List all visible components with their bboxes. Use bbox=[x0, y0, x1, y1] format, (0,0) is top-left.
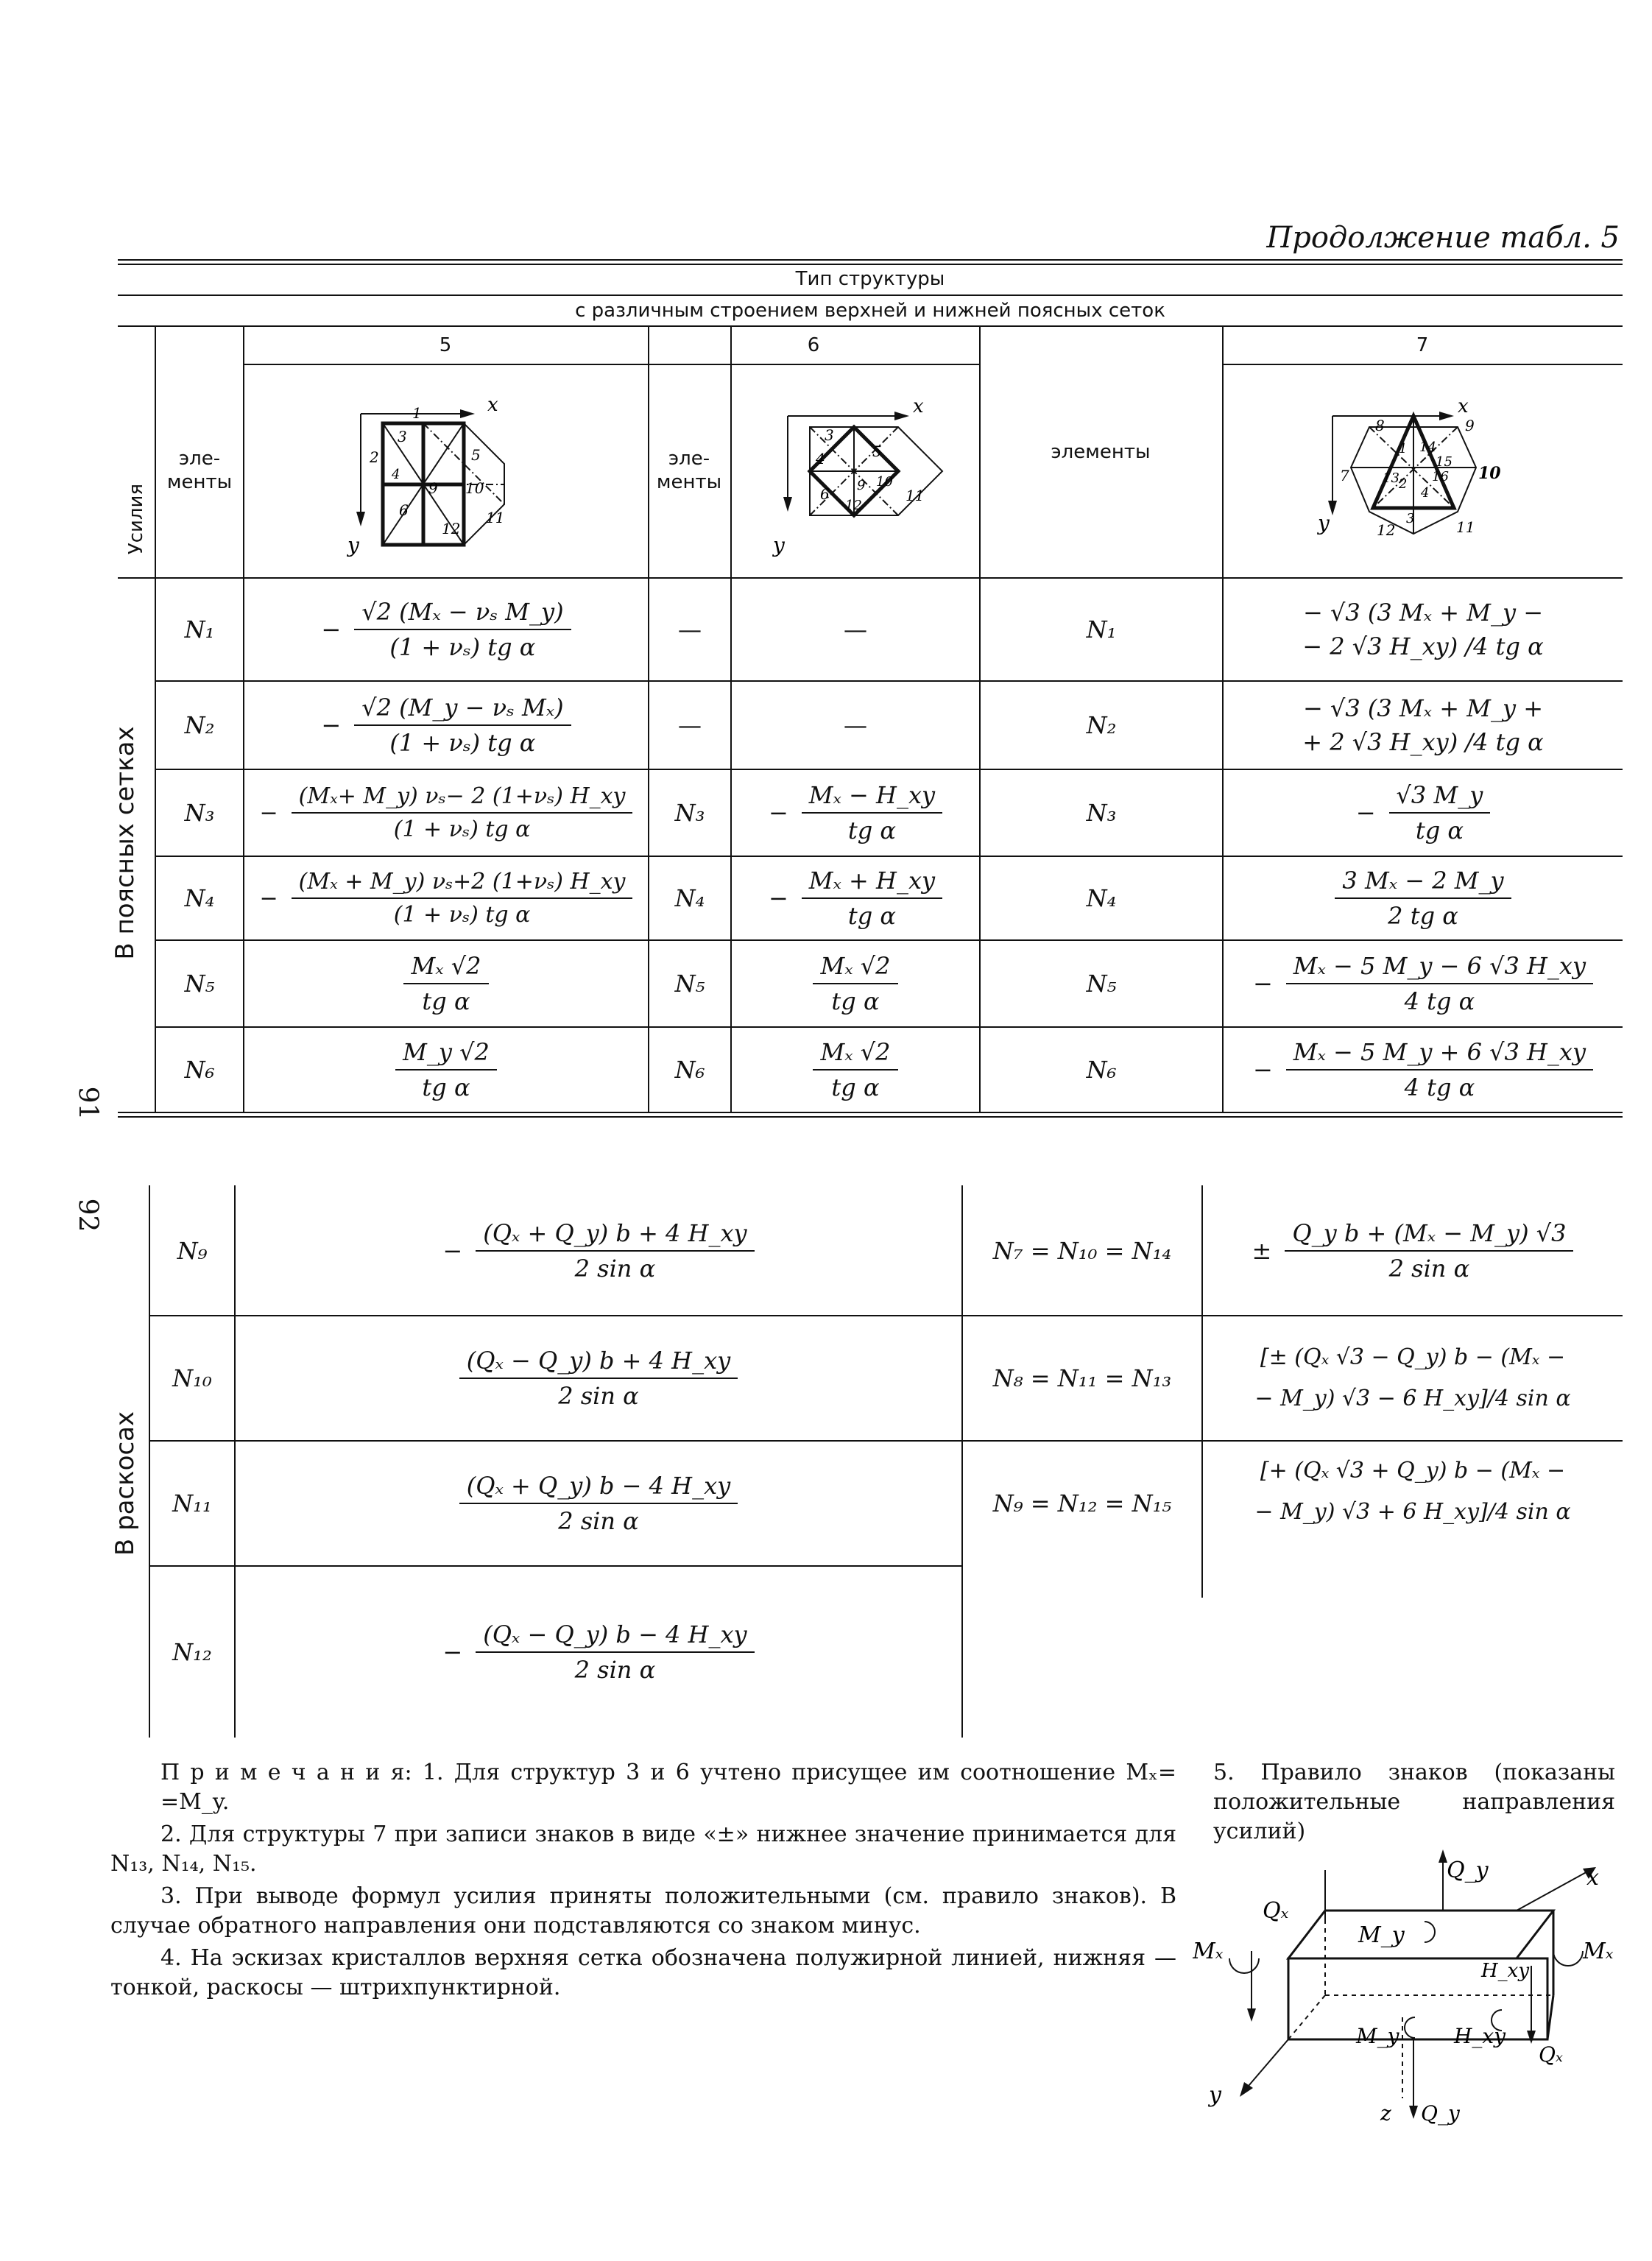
row5-el6: N₅ bbox=[674, 970, 705, 998]
row3-el5: N₃ bbox=[184, 799, 215, 827]
row5-el7: N₅ bbox=[1086, 970, 1117, 998]
sketch5-axis-x: x bbox=[487, 394, 498, 416]
svg-text:1: 1 bbox=[412, 404, 422, 422]
row1-el7: N₁ bbox=[1086, 615, 1117, 643]
svg-text:Q_y: Q_y bbox=[1421, 2101, 1460, 2126]
group-label-braces: В раскосах bbox=[110, 1411, 140, 1556]
row1-c6a: — bbox=[678, 615, 702, 643]
svg-text:M_y: M_y bbox=[1358, 1922, 1405, 1948]
row5-f6: $\frac{\text{Mₓ √2}}{\text{tg α}}$ bbox=[732, 941, 979, 1026]
svg-text:Q_y: Q_y bbox=[1447, 1858, 1489, 1883]
svg-text:Mₓ: Mₓ bbox=[1193, 1939, 1224, 1964]
brow4-el: N₁₂ bbox=[172, 1638, 212, 1666]
row1-f5: − $\frac{\text{√2 (Mₓ − νₛ M\_y)}}{\text{(1 + νₛ) tg α}}$ bbox=[244, 579, 648, 680]
row3-el6: N₃ bbox=[674, 799, 705, 827]
row1-c6b: — bbox=[844, 615, 867, 643]
row3-f6: − $\frac{\text{Mₓ − H\_xy}}{\text{tg α}}$ bbox=[732, 770, 979, 856]
svg-text:z: z bbox=[1380, 2101, 1391, 2126]
brow2-f7: [± (Qₓ √3 − Q_y) b − (Mₓ − − M_y) √3 − 6 H_xy]/4 sin α bbox=[1254, 1344, 1571, 1411]
svg-text:14: 14 bbox=[1419, 440, 1436, 455]
svg-text:10: 10 bbox=[876, 474, 893, 490]
row5-el5: N₅ bbox=[184, 970, 215, 998]
brow3-el: N₁₁ bbox=[172, 1489, 212, 1517]
brow3-f: $\frac{\text{(Qₓ + Q\_y) b − 4 H\_xy}}{\text{2 sin α}}$ bbox=[236, 1442, 961, 1565]
svg-text:5: 5 bbox=[872, 442, 882, 460]
row6-el7: N₆ bbox=[1086, 1056, 1117, 1084]
row4-f7: $\frac{\text{3 Mₓ − 2 M\_y}}{\text{2 tg α}}$ bbox=[1224, 857, 1623, 939]
note-4: 4. На эскизах кристаллов верхняя сетка обозначена полужирной линией, нижняя — тонкой, раскосы — штрихпунктирной. bbox=[110, 1945, 1176, 2000]
svg-text:H_xy: H_xy bbox=[1454, 2024, 1506, 2048]
brow3-f7: [+ (Qₓ √3 + Q_y) b − (Mₓ − − M_y) √3 + 6 H_xy]/4 sin α bbox=[1254, 1458, 1571, 1525]
row2-c6b: — bbox=[844, 711, 867, 739]
row2-f5: − $\frac{\text{√2 (M\_y − νₛ Mₓ)}}{\text{(1 + νₛ) tg α}}$ bbox=[244, 682, 648, 769]
row5-f5: $\frac{\text{Mₓ √2}}{\text{tg α}}$ bbox=[244, 941, 648, 1026]
row2-el7: N₂ bbox=[1086, 711, 1117, 739]
elements-label-5: эле- менты bbox=[166, 448, 233, 493]
brow4-f: − $\frac{\text{(Qₓ − Q\_y) b − 4 H\_xy}}{\text{2 sin α}}$ bbox=[236, 1567, 961, 1738]
svg-text:2: 2 bbox=[370, 448, 379, 466]
crystal-sketch-6 bbox=[766, 383, 979, 560]
svg-text:3: 3 bbox=[825, 426, 834, 444]
row6-el6: N₆ bbox=[674, 1056, 705, 1084]
svg-text:y: y bbox=[1209, 2082, 1221, 2108]
svg-text:12: 12 bbox=[845, 498, 862, 513]
brow1-f: − $\frac{\text{(Qₓ + Q\_y) b + 4 H\_xy}}{\text{2 sin α}}$ bbox=[236, 1187, 961, 1315]
row2-el5: N₂ bbox=[184, 711, 215, 739]
row4-el5: N₄ bbox=[184, 884, 215, 912]
col-number-5: 5 bbox=[439, 334, 452, 356]
svg-text:3: 3 bbox=[1406, 511, 1415, 526]
sketch5-axis-y: y bbox=[347, 533, 359, 557]
svg-text:12: 12 bbox=[1377, 521, 1396, 539]
svg-text:10: 10 bbox=[1478, 464, 1501, 483]
sketch7-axis-x: x bbox=[1458, 395, 1469, 417]
row3-f7: − $\frac{√3 M\_y}{\text{tg α}}$ bbox=[1224, 770, 1623, 856]
row2-c6a: — bbox=[678, 711, 702, 739]
brow2-f: $\frac{\text{(Qₓ − Q\_y) b + 4 H\_xy}}{\text{2 sin α}}$ bbox=[236, 1316, 961, 1440]
col-number-7: 7 bbox=[1416, 334, 1429, 356]
col-forces-label: Усилия bbox=[125, 483, 147, 555]
brow1-f7: ± $\frac{\text{Q\_y b + (Mₓ − M\_y) √3}}{\text{2 sin α}}$ bbox=[1203, 1187, 1623, 1315]
svg-text:Qₓ: Qₓ bbox=[1539, 2042, 1563, 2067]
row3-f5: − $\frac{\text{(Mₓ+ M\_y) νₛ− 2 (1+νₛ) H\_xy}}{\text{(1 + νₛ) tg α}}$ bbox=[244, 770, 648, 856]
svg-text:16: 16 bbox=[1432, 469, 1449, 484]
header-type: Тип структуры bbox=[795, 268, 945, 290]
elements-label-6: эле- менты bbox=[656, 448, 722, 493]
svg-text:15: 15 bbox=[1436, 454, 1452, 470]
row6-f7: − $\frac{\text{Mₓ − 5 M\_y + 6 √3 H\_xy}}{\text{4 tg α}}$ bbox=[1224, 1028, 1623, 1112]
svg-text:9: 9 bbox=[428, 479, 438, 497]
svg-text:4: 4 bbox=[1421, 485, 1430, 501]
svg-text:11: 11 bbox=[1456, 518, 1475, 536]
row3-el7: N₃ bbox=[1086, 799, 1117, 827]
row1-f7: − √3 (3 Mₓ + M_y − − 2 √3 H_xy) /4 tg α bbox=[1302, 599, 1544, 660]
brow2-el7: N₈ = N₁₁ = N₁₃ bbox=[992, 1364, 1172, 1392]
svg-text:9: 9 bbox=[1465, 417, 1475, 434]
group-label-belts: В поясных сетках bbox=[110, 726, 140, 960]
sketch6-axis-x: x bbox=[913, 395, 924, 417]
table-caption: Продолжение табл. 5 bbox=[1266, 221, 1620, 255]
svg-text:4: 4 bbox=[816, 450, 825, 468]
svg-text:1: 1 bbox=[1399, 441, 1408, 456]
row4-f6: − $\frac{\text{Mₓ + H\_xy}}{\text{tg α}}$ bbox=[732, 857, 979, 939]
row6-f6: $\frac{\text{Mₓ √2}}{\text{tg α}}$ bbox=[732, 1028, 979, 1112]
svg-text:6: 6 bbox=[399, 501, 409, 519]
brow3-el7: N₉ = N₁₂ = N₁₅ bbox=[992, 1489, 1172, 1517]
row4-el6: N₄ bbox=[674, 884, 705, 912]
sketch6-axis-y: y bbox=[773, 533, 785, 557]
svg-text:7: 7 bbox=[1340, 467, 1349, 484]
page-number-91: 91 bbox=[72, 1086, 103, 1121]
header-sub: с различным строением верхней и нижней поясных сеток bbox=[575, 300, 1165, 322]
crystal-sketch-7 bbox=[1310, 387, 1524, 563]
svg-text:8: 8 bbox=[1375, 417, 1385, 434]
svg-text:Qₓ: Qₓ bbox=[1263, 1898, 1289, 1924]
svg-text:3: 3 bbox=[398, 428, 407, 445]
row1-el5: N₁ bbox=[184, 615, 215, 643]
brow1-el: N₉ bbox=[177, 1237, 208, 1265]
note-5: 5. Правило знаков (показаны положительные направления усилий) bbox=[1213, 1760, 1615, 1844]
row2-f7: − √3 (3 Mₓ + M_y + + 2 √3 H_xy) /4 tg α bbox=[1302, 694, 1544, 756]
svg-text:5: 5 bbox=[471, 446, 481, 464]
svg-text:M_y: M_y bbox=[1356, 2024, 1399, 2048]
crystal-sketch-5 bbox=[346, 375, 560, 574]
row4-el7: N₄ bbox=[1086, 884, 1117, 912]
svg-text:x: x bbox=[1586, 1865, 1599, 1891]
row6-el5: N₆ bbox=[184, 1056, 215, 1084]
svg-text:11: 11 bbox=[906, 487, 925, 504]
note-1: П р и м е ч а н и я: 1. Для структур 3 и 6 учтено присущее им соотношение Mₓ= =M_y. bbox=[160, 1760, 1176, 1815]
elements-label-7: элементы bbox=[1051, 441, 1151, 463]
svg-text:4: 4 bbox=[392, 467, 400, 482]
brow2-el: N₁₀ bbox=[172, 1364, 212, 1392]
row4-f5: − $\frac{\text{(Mₓ + M\_y) νₛ+2 (1+νₛ) H\_xy}}{\text{(1 + νₛ) tg α}}$ bbox=[244, 857, 648, 939]
svg-text:13: 13 bbox=[1383, 470, 1399, 486]
svg-text:10: 10 bbox=[465, 479, 484, 497]
svg-text:2: 2 bbox=[1399, 476, 1408, 492]
note-2: 2. Для структуры 7 при записи знаков в виде «±» нижнее значение принимается для N₁₃, N₁₄, N₁₅. bbox=[110, 1821, 1176, 1877]
note-3: 3. При выводе формул усилия приняты положительными (см. правило знаков). В случае обратного направления они подставляются со знаком минус. bbox=[110, 1883, 1176, 1939]
svg-text:6: 6 bbox=[820, 485, 830, 503]
svg-text:H_xy: H_xy bbox=[1481, 1960, 1530, 1982]
svg-text:Mₓ: Mₓ bbox=[1583, 1939, 1614, 1964]
svg-text:11: 11 bbox=[486, 509, 505, 526]
sign-rule-diagram bbox=[1193, 1848, 1634, 2128]
sketch7-axis-y: y bbox=[1318, 511, 1330, 535]
svg-text:12: 12 bbox=[442, 520, 461, 537]
row5-f7: − $\frac{\text{Mₓ − 5 M\_y − 6 √3 H\_xy}}{\text{4 tg α}}$ bbox=[1224, 941, 1623, 1026]
svg-text:9: 9 bbox=[857, 478, 866, 493]
page-number-92: 92 bbox=[72, 1198, 103, 1232]
col-number-6: 6 bbox=[807, 334, 820, 356]
row6-f5: $\frac{M\_y √2}{\text{tg α}}$ bbox=[244, 1028, 648, 1112]
brow1-el7: N₇ = N₁₀ = N₁₄ bbox=[992, 1237, 1172, 1265]
